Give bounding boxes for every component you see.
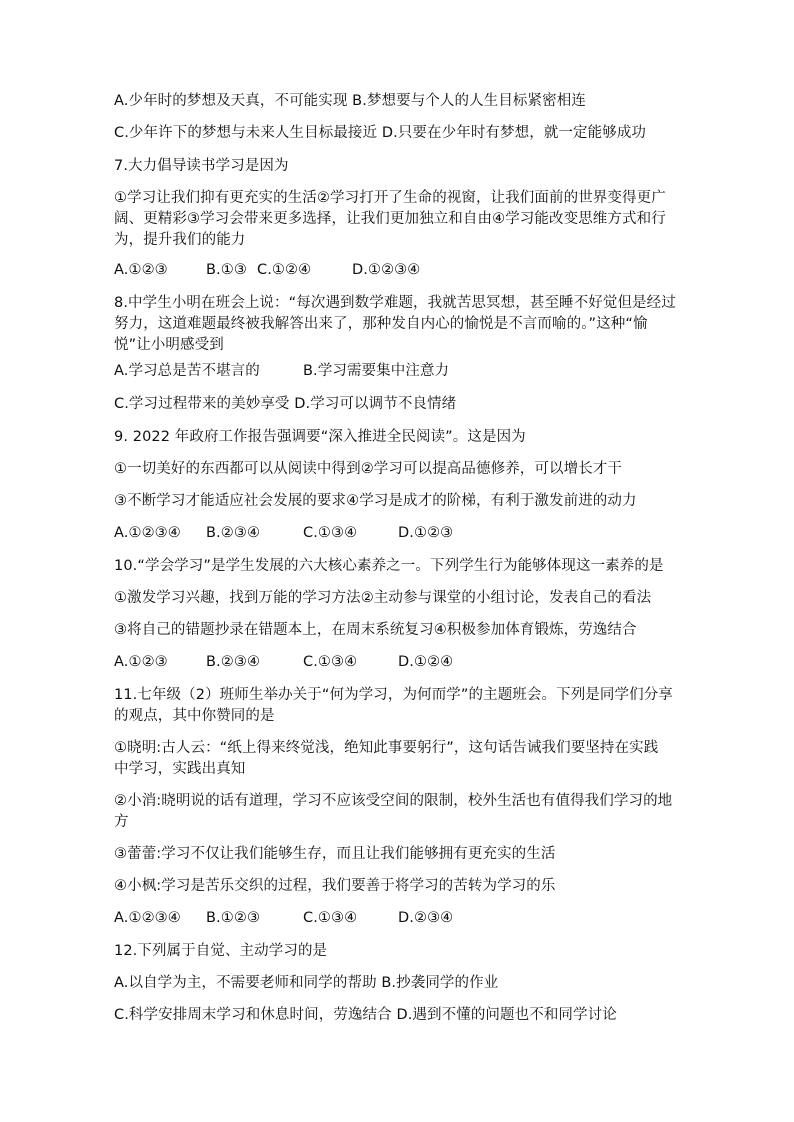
q11-option-a: A.①②③④: [114, 910, 181, 926]
q7-statement-line-3: 为，提升我们的能力: [114, 232, 246, 248]
q8-option-b: B.学习需要集中注意力: [303, 363, 450, 379]
q12-stem: 12.下列属于自觉、主动学习的是: [114, 943, 328, 959]
q11-option-d: D.②③④: [398, 910, 454, 926]
q11-option-b: B.①②③: [206, 910, 261, 926]
q7-option-d: D.①②③④: [352, 262, 421, 278]
q7-stem: 7.大力倡导读书学习是因为: [114, 158, 289, 174]
q11-options: [114, 907, 686, 929]
q8-stem-line-1: 8.中学生小明在班会上说：“每次遇到数学难题，我就苦思冥想，甚至睡不好觉但是经过: [114, 295, 676, 311]
q10-option-a: A.①②③: [114, 654, 168, 670]
q12-options-cd: C.科学安排周末学习和休息时间，劳逸结合 D.遇到不懂的问题也不和同学讨论: [114, 1007, 617, 1023]
q9-statement-line-1: ①一切美好的东西都可以从阅读中得到②学习可以提高品德修养，可以增长才干: [114, 461, 622, 477]
q7-options: [114, 259, 686, 281]
q9-statement-line-2: ③不断学习才能适应社会发展的要求④学习是成才的阶梯，有利于激发前进的动力: [114, 493, 637, 509]
q10-statement-line-2: ③将自己的错题抄录在错题本上，在周末系统复习④积极参加体育锻炼，劳逸结合: [114, 622, 637, 638]
q10-stem: 10.“学会学习”是学生发展的六大核心素养之一。下列学生行为能够体现这一素养的是: [114, 558, 664, 574]
q10-option-d: D.①②④: [398, 654, 454, 670]
q11-statement-1-line-2: 中学习，实践出真知: [114, 761, 246, 777]
q8-stem-line-3: 悦”让小明感受到: [114, 337, 224, 353]
q11-statement-1-line-1: ①晓明:古人云：“纸上得来终觉浅，绝知此事要躬行”，这句话告诫我们要坚持在实践: [114, 740, 659, 756]
q12-options-ab: A.以自学为主，不需要老师和同学的帮助 B.抄袭同学的作业: [114, 975, 499, 991]
q9-option-a: A.①②③④: [114, 525, 181, 541]
q8-option-a: A.学习总是苦不堪言的: [114, 363, 260, 379]
q7-option-a: A.①②③: [114, 262, 168, 278]
q7-statement-line-1: ①学习让我们抑有更充实的生活②学习打开了生命的视窗，让我们面前的世界变得更广: [114, 190, 666, 206]
q9-options: [114, 522, 686, 544]
q10-statement-line-1: ①激发学习兴趣，找到万能的学习方法②主动参与课堂的小组讨论，发表自己的看法: [114, 590, 652, 606]
q8-options-cd: C.学习过程带来的美妙享受 D.学习可以调节不良情绪: [114, 396, 457, 412]
q6-options-cd: C.少年许下的梦想与未来人生目标最接近 D.只要在少年时有梦想，就一定能够成功: [114, 125, 647, 141]
q8-options-ab: [114, 360, 686, 382]
q9-option-c: C.①③④: [303, 525, 358, 541]
q10-option-b: B.②③④: [206, 654, 261, 670]
q11-option-c: C.①③④: [303, 910, 358, 926]
q9-option-d: D.①②③: [398, 525, 454, 541]
q7-option-b: B.①③: [206, 262, 247, 278]
q11-statement-2-line-1: ②小消:晓明说的话有道理，学习不应该受空间的限制，校外生活也有值得我们学习的地: [114, 793, 673, 809]
q6-options-ab: A.少年时的梦想及天真，不可能实现 B.梦想要与个人的人生目标紧密相连: [114, 93, 586, 109]
q11-statement-3: ③蕾蕾:学习不仅让我们能够生存，而且让我们能够拥有更充实的生活: [114, 846, 556, 862]
q8-stem-line-2: 努力，这道难题最终被我解答出来了，那种发自内心的愉悦是不言而喻的。”这种“愉: [114, 316, 648, 332]
q9-stem: 9. 2022 年政府工作报告强调要“深入推进全民阅读”。这是因为: [114, 429, 526, 445]
q9-option-b: B.②③④: [206, 525, 261, 541]
q11-statement-4: ④小枫:学习是苦乐交织的过程，我们要善于将学习的苦转为学习的乐: [114, 878, 556, 894]
q7-option-c: C.①②④: [257, 262, 312, 278]
q7-statement-line-2: 阔、更精彩③学习会带来更多选择，让我们更加独立和自由④学习能改变思维方式和行: [114, 211, 666, 227]
q11-stem-line-2: 的观点，其中你赞同的是: [114, 708, 275, 724]
q11-stem-line-1: 11.七年级（2）班师生举办关于“何为学习，为何而学”的主题班会。下列是同学们分享: [114, 687, 673, 703]
q10-option-c: C.①③④: [303, 654, 358, 670]
q10-options: [114, 651, 686, 673]
q11-statement-2-line-2: 方: [114, 814, 129, 830]
